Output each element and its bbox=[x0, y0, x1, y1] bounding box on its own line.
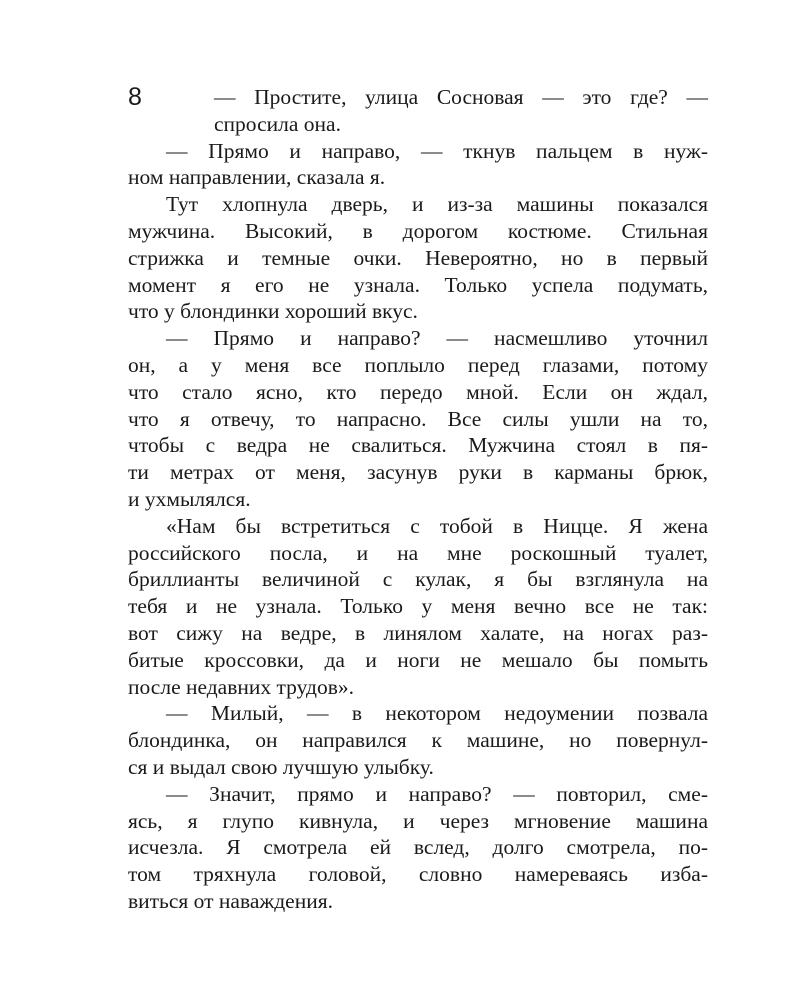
text-line: битые кроссовки, да и ноги не мешало бы помыть bbox=[128, 647, 708, 672]
text-line: стрижка и темные очки. Невероятно, но в первый bbox=[128, 245, 708, 270]
text-line: бриллианты величиной с кулак, я бы взглянула на bbox=[128, 567, 708, 592]
text-line: тебя и не узнала. Только у меня вечно все не так: bbox=[128, 594, 708, 619]
text-line: российского посла, и на мне роскошный туалет, bbox=[128, 540, 708, 565]
text-line: виться от наваждения. bbox=[128, 888, 333, 913]
text-line: чтобы с ведра не свалиться. Мужчина стоял в пя- bbox=[128, 433, 708, 458]
text-line: он, а у меня все поплыло перед глазами, потому bbox=[128, 352, 708, 377]
text-line: ти метрах от меня, засунув руки в карманы брюк, bbox=[128, 460, 708, 485]
text-line: мужчина. Высокий, в дорогом костюме. Стильная bbox=[128, 218, 708, 243]
text-line: что стало ясно, кто передо мной. Если он ждал, bbox=[128, 379, 708, 404]
text-line: ном направлении, сказала я. bbox=[128, 165, 386, 190]
text-line: и ухмылялся. bbox=[128, 486, 251, 511]
text-line: — Простите, улица Сосновая — это где? — bbox=[214, 85, 708, 109]
text-line: спросила она. bbox=[214, 111, 341, 136]
text-line: — Прямо и направо, — ткнув пальцем в нуж- bbox=[166, 138, 708, 163]
text-line: ясь, я глупо кивнула, и через мгновение машина bbox=[128, 808, 708, 833]
text-line: момент я его не узнала. Только успела подумать, bbox=[128, 272, 708, 297]
text-line: исчезла. Я смотрела ей вслед, долго смотрела, по- bbox=[128, 835, 708, 860]
text-line: что я отвечу, то напрасно. Все силы ушли на то, bbox=[128, 406, 708, 431]
text-line: том тряхнула головой, словно намереваясь изба- bbox=[128, 862, 708, 887]
book-text bbox=[128, 84, 708, 915]
text-line: вот сижу на ведре, в линялом халате, на ногах раз- bbox=[128, 620, 708, 645]
text-line: после недавних трудов». bbox=[128, 674, 355, 699]
text-line: — Прямо и направо? — насмешливо уточнил bbox=[166, 326, 708, 351]
text-line: — Значит, прямо и направо? — повторил, сме- bbox=[166, 781, 708, 806]
text-line: «Нам бы встретиться с тобой в Ницце. Я жена bbox=[166, 513, 708, 538]
text-line: блондинка, он направился к машине, но повернул- bbox=[128, 728, 708, 753]
text-line: что у блондинки хороший вкус. bbox=[128, 299, 418, 324]
text-line: — Милый, — в некотором недоумении позвала bbox=[166, 701, 708, 726]
text-line: Тут хлопнула дверь, и из-за машины показался bbox=[166, 192, 708, 217]
page-number: 8 bbox=[128, 83, 142, 111]
text-line: ся и выдал свою лучшую улыбку. bbox=[128, 754, 434, 779]
